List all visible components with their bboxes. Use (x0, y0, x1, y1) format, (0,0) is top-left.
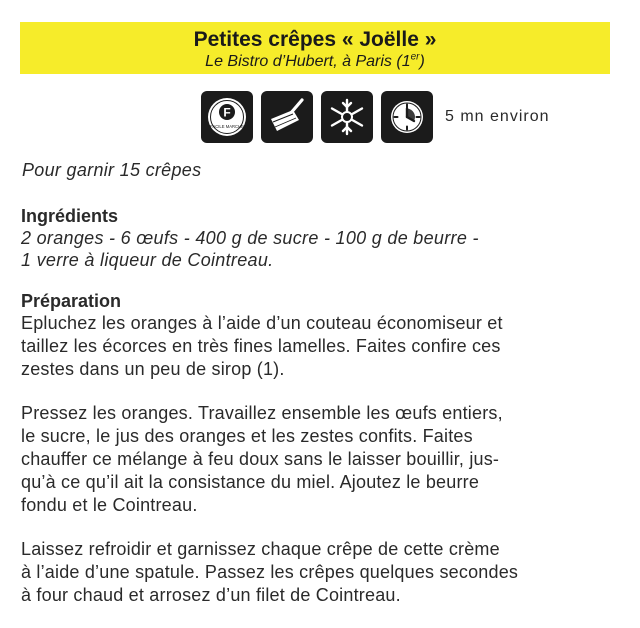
facile-marche-f-icon (201, 91, 253, 143)
preparation-step (21, 538, 616, 607)
facile-badge-text: FACILE MARCHE (210, 124, 244, 129)
preparation-line: le sucre, le jus des oranges et les zestes confits. Faites (21, 426, 473, 446)
ingredients-line: 1 verre à liqueur de Cointreau. (21, 250, 274, 270)
preparation-line: Epluchez les oranges à l’aide d’un couteau économiseur et (21, 313, 503, 333)
preparation-line: à l’aide d’une spatule. Passez les crêpes quelques secondes (21, 562, 519, 582)
preparation-step (21, 312, 616, 381)
preparation-line: chauffer ce mélange à feu doux sans le laisser bouillir, jus- (21, 449, 500, 469)
preparation-line: à four chaud et arrosez d’un filet de Cointreau. (21, 585, 401, 605)
ingredients-heading: Ingrédients (21, 206, 119, 226)
preparation-line: Laissez refroidir et garnissez chaque crêpe de cette crème (21, 539, 500, 559)
recipe-header (20, 22, 610, 74)
preparation-section (21, 290, 616, 628)
recipe-source (20, 52, 610, 72)
clock-icon (381, 91, 433, 143)
ingredients-line: 2 oranges - 6 œufs - 400 g de sucre - 100 g de beurre - (21, 228, 479, 248)
ingredients-section (21, 205, 616, 271)
recipe-source-superscript: er (410, 51, 420, 63)
preparation-time: 5 mn environ (445, 108, 550, 125)
recipe-source-text: Le Bistro d’Hubert, à Paris (1 (205, 53, 411, 70)
facile-badge-letter: F (223, 105, 231, 120)
preparation-line: Pressez les oranges. Travaillez ensemble les œufs entiers, (21, 403, 503, 423)
preparation-line: qu’à ce qu’il ait la consistance du miel. Ajoutez le beurre (21, 472, 480, 492)
preparation-line: taillez les écorces en très fines lamelles. Faites confire ces (21, 336, 501, 356)
preparation-heading: Préparation (21, 291, 122, 311)
preparation-step (21, 402, 616, 517)
snowflake-sun-icon (321, 91, 373, 143)
ingredients-list (21, 227, 616, 271)
recipe-title: Petites crêpes « Joëlle » (193, 28, 437, 51)
recipe-source-end: ) (419, 53, 425, 70)
recipe-yield: Pour garnir 15 crêpes (22, 160, 202, 180)
frying-pan-icon (261, 91, 313, 143)
preparation-line: fondu et le Cointreau. (21, 495, 198, 515)
recipe-pictograms (201, 91, 550, 143)
preparation-line: zestes dans un peu de sirop (1). (21, 359, 285, 379)
